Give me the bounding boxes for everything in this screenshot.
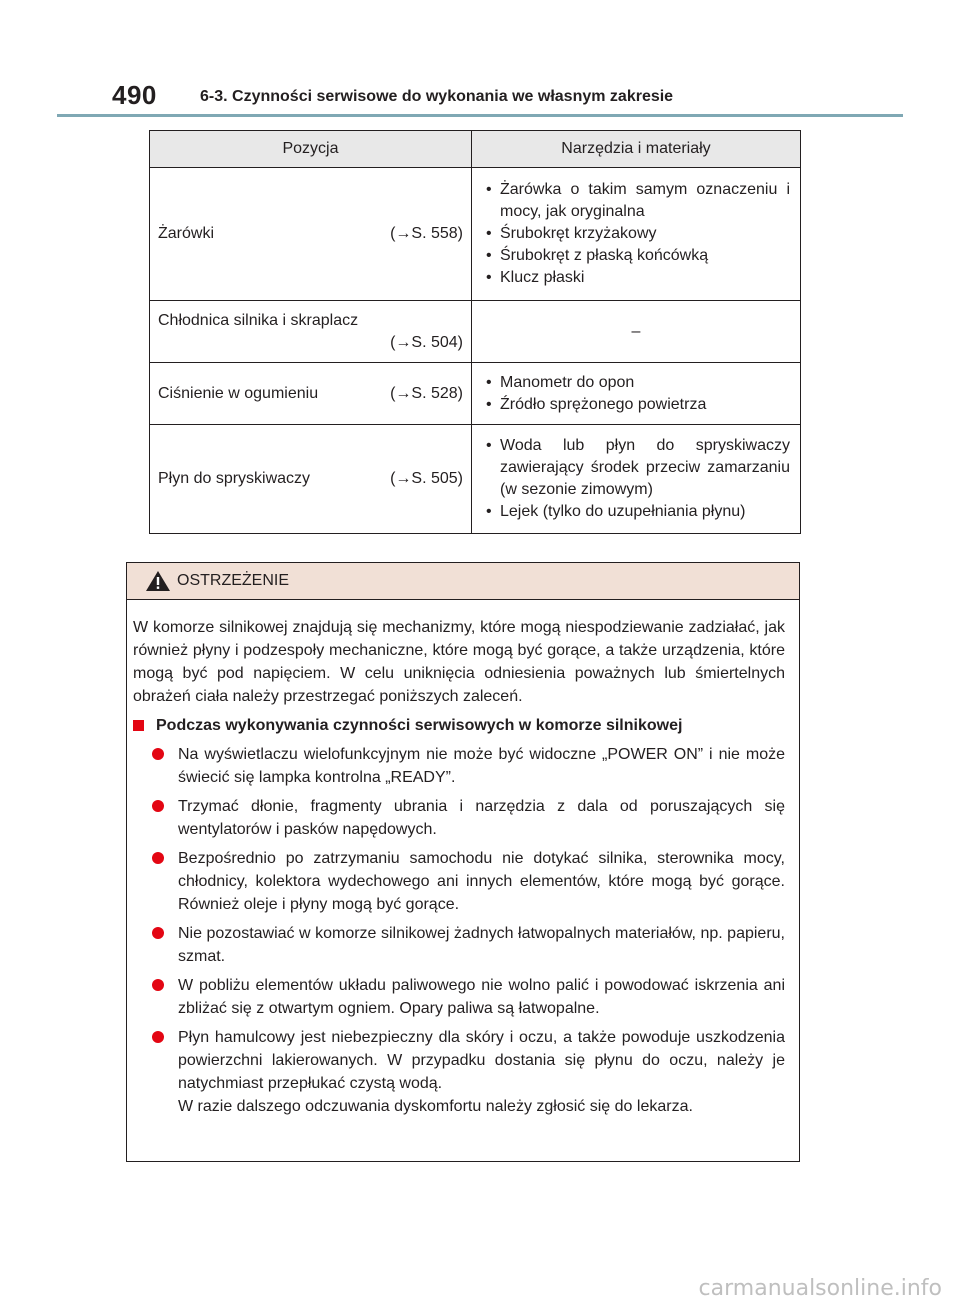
- column-header-tools: Narzędzia i materiały: [472, 131, 801, 168]
- warning-item: [133, 795, 785, 841]
- column-header-item: Pozycja: [150, 131, 472, 168]
- tools-cell: [472, 363, 801, 425]
- warning-header: [127, 563, 799, 600]
- table-row: [150, 301, 801, 363]
- red-dot-icon: [152, 748, 164, 760]
- warning-triangle-icon: [145, 570, 171, 592]
- tools-table: [149, 130, 801, 534]
- table-row: [150, 363, 801, 425]
- section-title: 6-3. Czynności serwisowe do wykonania we własnym zakresie: [200, 88, 674, 105]
- item-cell: [150, 363, 472, 425]
- tools-cell: –: [472, 301, 801, 363]
- warning-item: [133, 974, 785, 1020]
- red-dot-icon: [152, 800, 164, 812]
- warning-item-text: Płyn hamulcowy jest niebezpieczny dla skóry i oczu, a także powoduje uszkodzenia powierzchni lakierowanych. W przypadku dostania się płynu do oczu, należy je natychmiast przepłukać czystą wodą.: [178, 1029, 785, 1092]
- warning-subheading-text: Podczas wykonywania czynności serwisowych w komorze silnikowej: [156, 717, 683, 734]
- list-item: • Źródło sprężonego powietrza: [486, 394, 790, 416]
- warning-box: [126, 562, 800, 1162]
- warning-item-text: Bezpośrednio po zatrzymaniu samochodu nie dotykać silnika, sterownika mocy, chłodnicy, kolektora wydechowego ani innych elementów, które mogą być gorące. Również oleje i płyny mogą być gorące.: [178, 850, 785, 913]
- table-row: [150, 168, 801, 301]
- tools-cell: [472, 168, 801, 301]
- page-number: 490: [112, 80, 157, 110]
- header-rule: [57, 114, 903, 117]
- warning-item: [133, 847, 785, 916]
- warning-item-text: W pobliżu elementów układu paliwowego nie wolno palić i powodować iskrzenia ani zbliżać się z otwartym ogniem. Opary paliwa są łatwopalne.: [178, 977, 785, 1017]
- item-name: Chłodnica silnika i skraplacz: [158, 311, 359, 329]
- list-item: • Woda lub płyn do spryskiwaczy zawierający środek przeciw zamarzaniu (w sezonie zimowym): [486, 435, 790, 501]
- list-item: • Śrubokręt z płaską końcówką: [486, 245, 790, 267]
- red-dot-icon: [152, 927, 164, 939]
- table-header-row: [150, 131, 801, 168]
- page-reference: (→S. 558): [390, 225, 463, 242]
- warning-item-text: Nie pozostawiać w komorze silnikowej żadnych łatwopalnych materiałów, np. papieru, szmat.: [178, 925, 785, 965]
- item-cell: [150, 301, 472, 363]
- list-item: • Klucz płaski: [486, 267, 790, 289]
- page-reference: (→S. 504): [390, 333, 463, 351]
- warning-title: OSTRZEŻENIE: [177, 572, 290, 589]
- red-square-icon: [133, 720, 144, 731]
- list-item: • Manometr do opon: [486, 372, 790, 394]
- warning-body: [127, 600, 799, 1118]
- warning-item-text: Trzymać dłonie, fragmenty ubrania i narzędzia z dala od poruszających się wentylatorów i pasków napędowych.: [178, 798, 785, 838]
- item-name: Żarówki: [158, 225, 215, 242]
- table-row: [150, 425, 801, 534]
- list-item: • Śrubokręt krzyżakowy: [486, 223, 790, 245]
- item-name: Płyn do spryskiwaczy: [158, 470, 311, 487]
- warning-item: [133, 922, 785, 968]
- watermark: carmanualsonline.info: [698, 1276, 942, 1301]
- warning-item-extra-text: W razie dalszego odczuwania dyskomfortu należy zgłosić się do lekarza.: [178, 1098, 693, 1115]
- tools-cell: [472, 425, 801, 534]
- warning-intro: W komorze silnikowej znajdują się mechanizmy, które mogą niespodziewanie zadziałać, jak również płyny i podzespoły mechaniczne, które mogą być gorące, a także urządzenia, które mogą być pod napięciem. W celu uniknięcia odniesienia poważnych lub śmiertelnych obrażeń ciała należy przestrzegać poniższych zaleceń.: [133, 619, 785, 705]
- page-reference: (→S. 528): [390, 384, 463, 402]
- page-reference: (→S. 505): [390, 470, 463, 487]
- item-cell: [150, 425, 472, 534]
- warning-subheading: [133, 714, 785, 737]
- list-item: • Żarówka o takim samym oznaczeniu i mocy, jak oryginalna: [486, 179, 790, 223]
- red-dot-icon: [152, 979, 164, 991]
- red-dot-icon: [152, 1031, 164, 1043]
- red-dot-icon: [152, 852, 164, 864]
- warning-item: [133, 743, 785, 789]
- warning-item: [133, 1026, 785, 1118]
- list-item: • Lejek (tylko do uzupełniania płynu): [486, 501, 790, 523]
- item-cell: [150, 168, 472, 301]
- item-name: Ciśnienie w ogumieniu: [158, 384, 319, 402]
- warning-item-text: Na wyświetlaczu wielofunkcyjnym nie może być widoczne „POWER ON” i nie może świecić się lampka kontrolna „READY”.: [178, 746, 785, 786]
